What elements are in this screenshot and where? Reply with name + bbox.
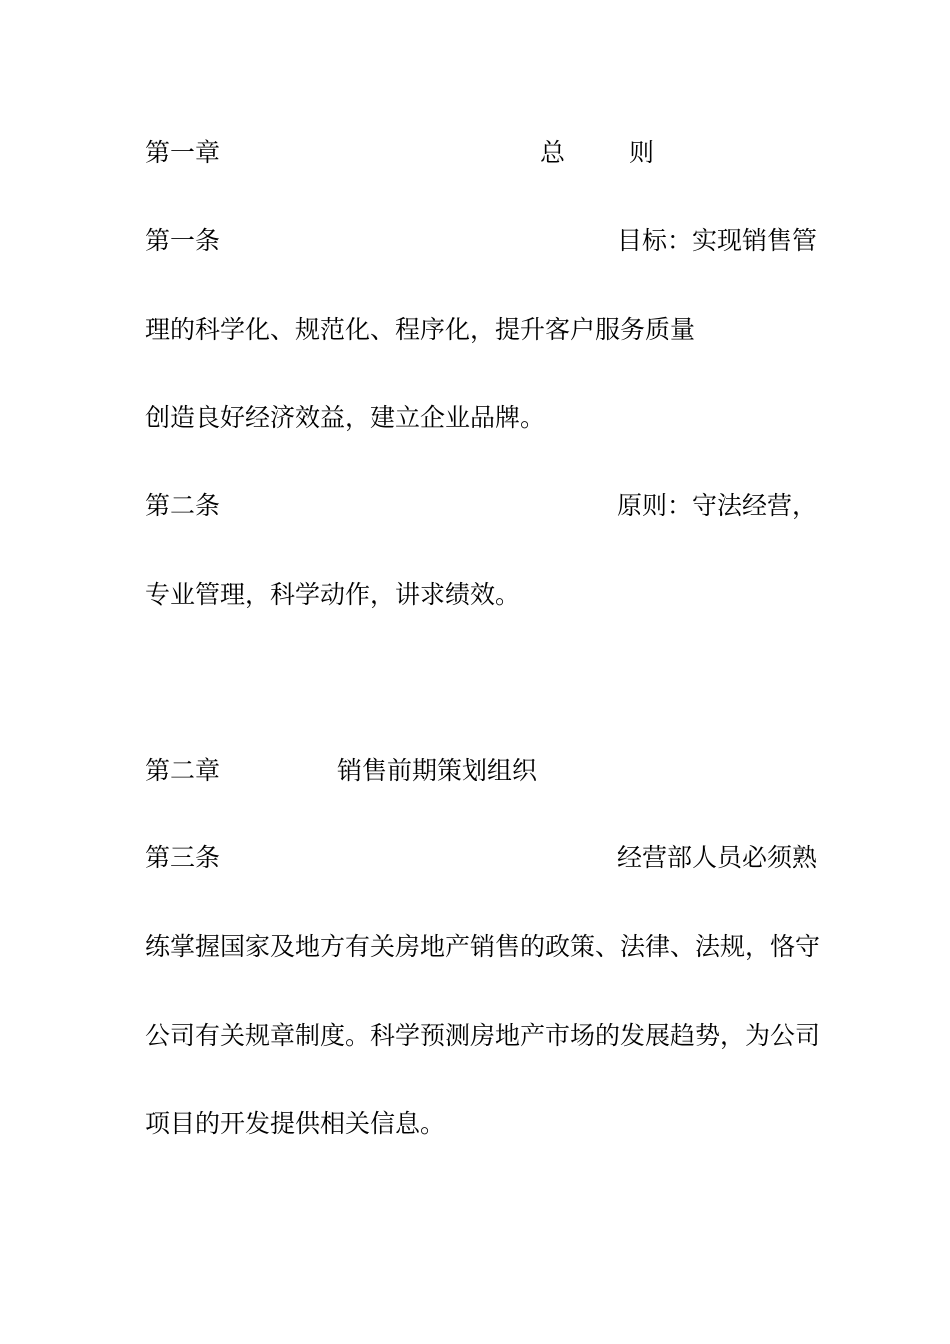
article-3-text-line-4: 项目的开发提供相关信息。 [145, 1109, 446, 1138]
article-2-label: 第二条 [145, 491, 221, 520]
chapter-1-title-char-1: 总 [540, 138, 566, 167]
article-1-text-line-3: 创造良好经济效益，建立企业品牌。 [145, 403, 546, 432]
chapter-2-label: 第二章 [145, 756, 221, 785]
article-1-text-line-2: 理的科学化、规范化、程序化，提升客户服务质量 [145, 315, 696, 344]
article-1-text-line-1: 目标：实现销售管 [617, 226, 818, 255]
article-2-text-line-1: 原则：守法经营， [617, 491, 818, 520]
chapter-2-title: 销售前期策划组织 [337, 756, 538, 785]
article-3-label: 第三条 [145, 843, 221, 872]
article-1-label: 第一条 [145, 226, 221, 255]
chapter-1-label: 第一章 [145, 138, 221, 167]
article-2-text-line-2: 专业管理，科学动作，讲求绩效。 [145, 580, 521, 609]
article-3-text-line-2: 练掌握国家及地方有关房地产销售的政策、法律、法规，恪守 [145, 932, 821, 961]
article-3-text-line-3: 公司有关规章制度。科学预测房地产市场的发展趋势，为公司 [145, 1021, 821, 1050]
chapter-1-title-char-2: 则 [629, 138, 655, 167]
article-3-text-line-1: 经营部人员必须熟 [617, 843, 818, 872]
